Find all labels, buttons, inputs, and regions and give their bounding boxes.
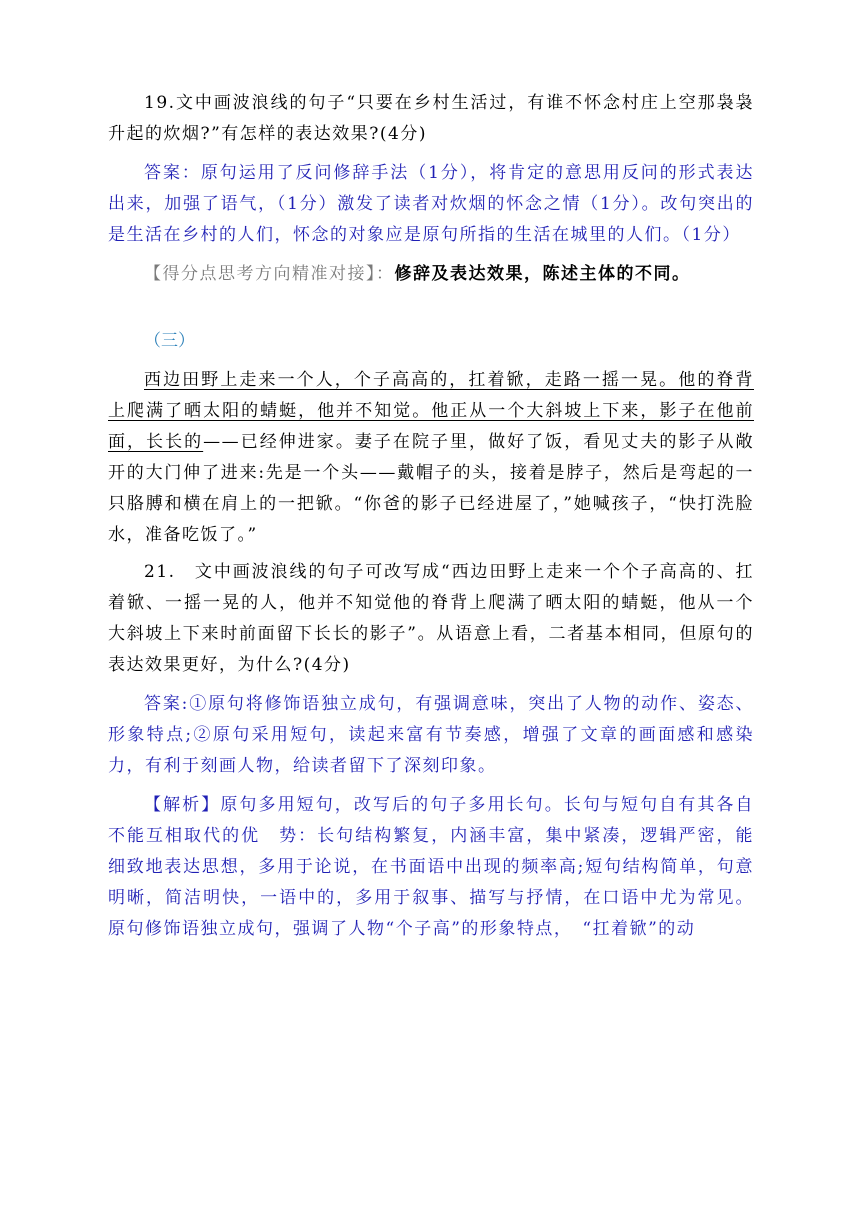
q19-question: 19.文中画波浪线的句子“只要在乡村生活过，有谁不怀念村庄上空那袅袅升起的炊烟?”有怎样的表达效果?(4分) — [108, 93, 754, 144]
q19-tip-label: 【得分点思考方向精准对接】： — [144, 264, 395, 284]
q21-analysis: 【解析】原句多用短句，改写后的句子多用长句。长句与短句自有其各自不能互相取代的优 势：长句结构繁复，内涵丰富，集中紧凑，逻辑严密，能细致地表达思想，多用于论说，在书面语中出现的频率高;短句结构简单，句意明晰，简洁明快，一语中的，多用于叙事、描写与抒情，在口语中尤为常见。原句修饰语独立成句，强调了人物“个子高”的形象特点， “扛着锨”的动 — [108, 795, 754, 939]
q21-question: 21. 文中画波浪线的句子可改写成“西边田野上走来一个个子高高的、扛着锨、一摇一晃的人，他并不知觉他的脊背上爬满了晒太阳的蜻蜓，他从一个大斜坡上下来时前面留下长长的影子”。从语意上看，二者基本相同，但原句的表达效果更好，为什么?(4分) — [108, 562, 754, 675]
passage-rest: ——已经伸进家。妻子在院子里，做好了饭，看见丈夫的影子从敞开的大门伸了进来:先是一个头——戴帽子的头，接着是脖子，然后是弯起的一只胳膊和横在肩上的一把锨。“你爸的影子已经进屋了，”她喊孩子，“快打洗脸水，准备吃饭了。” — [108, 432, 754, 545]
document-page — [108, 88, 754, 945]
q21-answer: 答案:①原句将修饰语独立成句，有强调意味，突出了人物的动作、姿态、形象特点;②原句采用短句，读起来富有节奏感，增强了文章的画面感和感染力，有利于刻画人物，给读者留下了深刻印象。 — [108, 694, 754, 776]
passage-underlined: 西边田野上走来一个人，个子高高的，扛着锨，走路一摇一晃。他的脊背上爬满了晒太阳的蜻蜓，他并不知觉。他正从一个大斜坡上下来，影子在他前面，长长的 — [108, 370, 754, 452]
section3-passage — [108, 365, 754, 551]
q19-tip — [108, 259, 754, 290]
q19-tip-text: 修辞及表达效果，陈述主体的不同。 — [394, 264, 691, 284]
q19-answer: 答案：原句运用了反问修辞手法（1分），将肯定的意思用反问的形式表达出来，加强了语气，（1分）激发了读者对炊烟的怀念之情（1分）。改句突出的是生活在乡村的人们，怀念的对象应是原句所指的生活在城里的人们。（1分） — [108, 163, 754, 245]
section-heading: （三） — [144, 331, 195, 351]
